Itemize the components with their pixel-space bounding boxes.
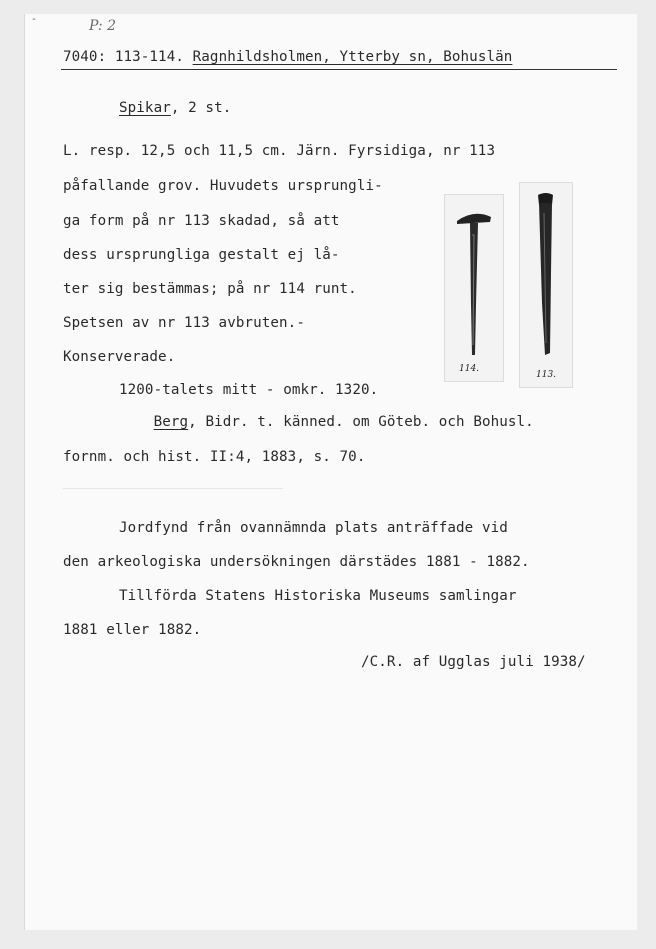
catalog-card: [24, 14, 637, 930]
reference-line-1: [63, 413, 534, 431]
card-header: [63, 48, 512, 66]
corner-mark: -: [31, 14, 38, 25]
photo-label-113: 113.: [536, 370, 557, 380]
photo-nail-114: [444, 194, 504, 382]
nail-114-image: [445, 195, 503, 381]
object-count: , 2 st.: [170, 100, 232, 116]
find-text-line: Jordfynd från ovannämnda plats anträffade vid: [119, 520, 508, 536]
description-line: dess ursprungliga gestalt ej lå-: [63, 247, 340, 263]
photo-nail-113: [519, 182, 573, 388]
find-text-line: den arkeologiska undersökningen därstädes 1881 - 1882.: [63, 554, 530, 570]
description-line: ter sig bestämmas; på nr 114 runt.: [63, 281, 357, 297]
find-location: Ragnhildsholmen, Ytterby sn, Bohuslän: [192, 49, 513, 65]
dating: 1200-talets mitt - omkr. 1320.: [119, 382, 379, 398]
object-name: Spikar: [119, 100, 171, 116]
signature: /C.R. af Ugglas juli 1938/: [361, 654, 586, 670]
description-line: Spetsen av nr 113 avbruten.-: [63, 315, 305, 331]
catalog-number: 7040: 113-114.: [63, 49, 184, 65]
object-heading: [119, 99, 231, 117]
reference-author: Berg: [153, 414, 189, 430]
description-line: L. resp. 12,5 och 11,5 cm. Järn. Fyrsidiga, nr 113: [63, 143, 496, 159]
reference-title: , Bidr. t. känned. om Göteb. och Bohusl.: [188, 414, 534, 430]
photo-label-114: 114.: [459, 364, 480, 374]
reference-line-2: fornm. och hist. II:4, 1883, s. 70.: [63, 449, 366, 465]
header-underline: [61, 69, 617, 70]
acquisition-line: 1881 eller 1882.: [63, 622, 202, 638]
description-line: ga form på nr 113 skadad, så att: [63, 213, 340, 229]
acquisition-line: Tillförda Statens Historiska Museums samlingar: [119, 588, 517, 604]
description-line: påfallande grov. Huvudets ursprungli-: [63, 178, 383, 194]
nail-113-image: [520, 183, 572, 387]
erased-text-trace: [63, 480, 313, 494]
description-line: Konserverade.: [63, 349, 176, 365]
handwritten-reference: P: 2: [89, 18, 116, 34]
